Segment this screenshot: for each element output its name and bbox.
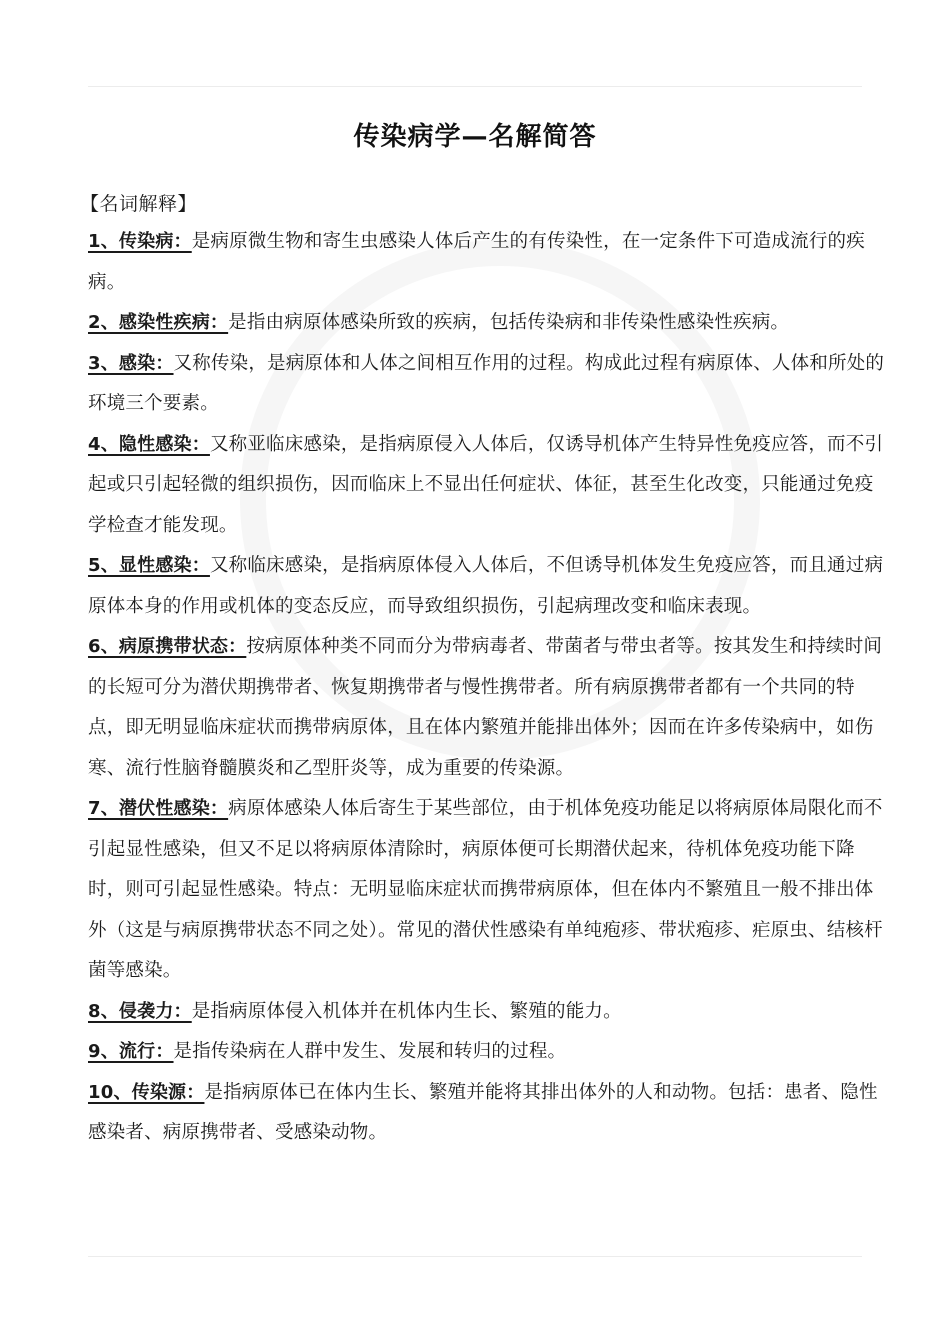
- definition-list: [88, 222, 888, 1154]
- entry-term: 5、显性感染：: [88, 555, 210, 576]
- entry-definition: 是指病原体侵入机体并在机体内生长、繁殖的能力。: [191, 1000, 622, 1022]
- definition-entry-4: [88, 425, 888, 547]
- definition-entry-2: [88, 303, 888, 344]
- definition-entry-6: [88, 627, 888, 789]
- top-rule: [88, 86, 862, 87]
- definition-entry-3: [88, 344, 888, 425]
- entry-definition: 是指由病原体感染所致的疾病，包括传染病和非传染性感染性疾病。: [228, 312, 790, 333]
- definition-entry-8: [88, 992, 888, 1033]
- entry-term: 2、感染性疾病：: [88, 312, 229, 333]
- page-title: 传染病学—名解简答: [353, 122, 597, 152]
- entry-term: 9、流行：: [88, 1041, 174, 1062]
- section-heading: 【名词解释】: [80, 193, 198, 215]
- entry-term: 4、隐性感染：: [88, 433, 210, 455]
- entry-definition: 是指传染病在人群中发生、发展和转归的过程。: [173, 1041, 567, 1062]
- entry-term: 1、传染病：: [88, 231, 192, 252]
- definition-entry-9: [88, 1032, 888, 1073]
- entry-term: 3、感染：: [88, 352, 174, 374]
- entry-definition: 是病原微生物和寄生虫感染人体后产生的有传染性，在一定条件下可造成流行的疾病。: [88, 231, 865, 293]
- entry-term: 8、侵袭力：: [88, 1000, 192, 1022]
- bottom-rule: [88, 1256, 862, 1257]
- entry-definition: 又称临床感染，是指病原体侵入人体后，不但诱导机体发生免疫应答，而且通过病原体本身的作用或机体的变态反应，而导致组织损伤，引起病理改变和临床表现。: [88, 555, 884, 617]
- definition-entry-7: [88, 789, 888, 992]
- entry-definition: 是指病原体已在体内生长、繁殖并能将其排出体外的人和动物。包括：患者、隐性感染者、病原携带者、受感染动物。: [88, 1081, 878, 1143]
- entry-term: 7、潜伏性感染：: [88, 798, 229, 819]
- definition-entry-1: [88, 222, 888, 303]
- entry-term: 6、病原携带状态：: [88, 636, 247, 657]
- entry-term: 10、传染源：: [88, 1081, 205, 1103]
- entry-definition: 又称传染，是病原体和人体之间相互作用的过程。构成此过程有病原体、人体和所处的环境三个要素。: [88, 352, 885, 414]
- entry-definition: 按病原体种类不同而分为带病毒者、带菌者与带虫者等。按其发生和持续时间的长短可分为潜伏期携带者、恢复期携带者与慢性携带者。所有病原携带者都有一个共同的特点，即无明显临床症状而携带病原体，且在体内繁殖并能排出体外；因而在许多传染病中，如伤寒、流行性脑脊髓膜炎和乙型肝炎等，成为重要的传染源。: [88, 636, 883, 779]
- entry-definition: 病原体感染人体后寄生于某些部位，由于机体免疫功能足以将病原体局限化而不引起显性感染，但又不足以将病原体清除时，病原体便可长期潜伏起来，待机体免疫功能下降时，则可引起显性感染。特点：无明显临床症状而携带病原体，但在体内不繁殖且一般不排出体外（这是与病原携带状态不同之处）。常见的潜伏性感染有单纯疱疹、带状疱疹、疟原虫、结核杆菌等感染。: [88, 798, 883, 981]
- definition-entry-10: [88, 1073, 888, 1154]
- definition-entry-5: [88, 546, 888, 627]
- entry-definition: 又称亚临床感染，是指病原侵入人体后，仅诱导机体产生特异性免疫应答，而不引起或只引起轻微的组织损伤，因而临床上不显出任何症状、体征，甚至生化改变，只能通过免疫学检查才能发现。: [88, 433, 884, 536]
